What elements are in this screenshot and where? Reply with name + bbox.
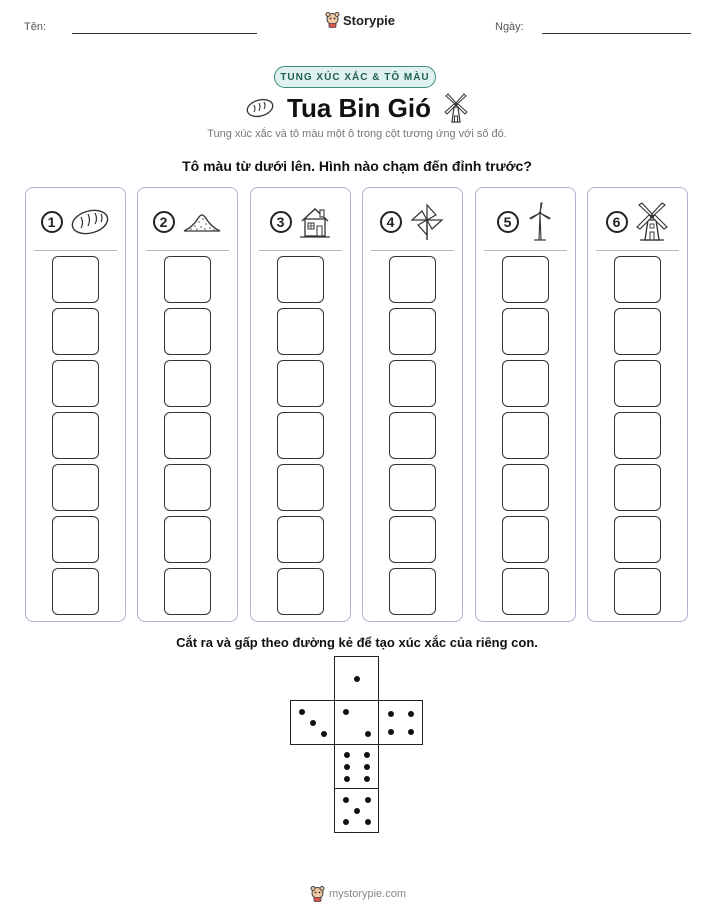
pip <box>388 729 394 735</box>
pip <box>365 797 371 803</box>
column-divider <box>371 250 454 251</box>
column-header <box>138 202 237 242</box>
number-badge: 2 <box>153 211 175 233</box>
column-divider <box>34 250 117 251</box>
color-box[interactable] <box>614 412 661 459</box>
pip <box>344 764 350 770</box>
pip <box>299 709 305 715</box>
color-box[interactable] <box>502 516 549 563</box>
color-box[interactable] <box>164 308 211 355</box>
color-box[interactable] <box>52 516 99 563</box>
column-divider <box>146 250 229 251</box>
column-divider <box>596 250 679 251</box>
footer <box>310 886 406 902</box>
die-face-one <box>334 656 379 701</box>
column-5 <box>475 187 576 622</box>
pinwheel-icon <box>408 203 446 241</box>
bread-icon <box>69 205 111 239</box>
die-face-four <box>378 700 423 745</box>
color-box[interactable] <box>389 516 436 563</box>
pip <box>364 776 370 782</box>
color-box[interactable] <box>614 464 661 511</box>
footer-url[interactable]: mystorypie.com <box>329 888 407 900</box>
pip <box>365 731 371 737</box>
name-label: Tên: <box>24 21 47 33</box>
column-6 <box>587 187 688 622</box>
bread-icon <box>245 97 275 119</box>
color-box[interactable] <box>502 412 549 459</box>
column-1 <box>25 187 126 622</box>
storypie-mascot-icon <box>325 12 340 28</box>
color-box[interactable] <box>52 360 99 407</box>
color-box[interactable] <box>389 568 436 615</box>
color-box[interactable] <box>502 568 549 615</box>
pip <box>343 797 349 803</box>
color-box[interactable] <box>614 516 661 563</box>
number-badge: 6 <box>606 211 628 233</box>
die-face-two <box>334 700 379 745</box>
color-box[interactable] <box>277 360 324 407</box>
color-box[interactable] <box>389 256 436 303</box>
pip <box>364 764 370 770</box>
title-row <box>240 88 474 128</box>
color-box[interactable] <box>389 464 436 511</box>
pip <box>364 752 370 758</box>
pip <box>344 752 350 758</box>
pip <box>310 720 316 726</box>
pip <box>321 731 327 737</box>
pip <box>343 819 349 825</box>
number-badge: 1 <box>41 211 63 233</box>
die-face-five <box>334 788 379 833</box>
pip <box>354 808 360 814</box>
column-3 <box>250 187 351 622</box>
color-box[interactable] <box>164 464 211 511</box>
color-box[interactable] <box>52 568 99 615</box>
color-box[interactable] <box>277 308 324 355</box>
column-divider <box>259 250 342 251</box>
name-line[interactable] <box>72 33 257 34</box>
color-box[interactable] <box>164 360 211 407</box>
color-box[interactable] <box>389 412 436 459</box>
column-header <box>588 202 687 242</box>
column-header <box>363 202 462 242</box>
date-label: Ngày: <box>495 21 524 33</box>
instruction-prompt: Tô màu từ dưới lên. Hình nào chạm đến đỉnh trước? <box>182 158 532 174</box>
column-header <box>26 202 125 242</box>
color-box[interactable] <box>277 516 324 563</box>
windmill-icon <box>634 202 670 242</box>
color-box[interactable] <box>52 464 99 511</box>
color-box[interactable] <box>277 464 324 511</box>
column-header <box>251 202 350 242</box>
color-box[interactable] <box>389 308 436 355</box>
pip <box>344 776 350 782</box>
color-box[interactable] <box>502 256 549 303</box>
number-badge: 4 <box>380 211 402 233</box>
color-box[interactable] <box>164 412 211 459</box>
color-box[interactable] <box>52 412 99 459</box>
pip <box>354 676 360 682</box>
color-box[interactable] <box>52 256 99 303</box>
color-box[interactable] <box>614 308 661 355</box>
color-box[interactable] <box>614 360 661 407</box>
activity-badge: TUNG XÚC XẮC & TÔ MÀU <box>274 66 436 88</box>
page-title: Tua Bin Gió <box>287 92 431 123</box>
pip <box>343 709 349 715</box>
color-box[interactable] <box>614 568 661 615</box>
number-badge: 3 <box>270 211 292 233</box>
color-box[interactable] <box>164 568 211 615</box>
color-box[interactable] <box>277 412 324 459</box>
color-box[interactable] <box>614 256 661 303</box>
brand-logo <box>325 12 395 28</box>
color-box[interactable] <box>277 568 324 615</box>
color-box[interactable] <box>164 256 211 303</box>
column-divider <box>484 250 567 251</box>
color-box[interactable] <box>502 308 549 355</box>
color-box[interactable] <box>52 308 99 355</box>
color-box[interactable] <box>389 360 436 407</box>
column-4 <box>362 187 463 622</box>
date-line[interactable] <box>542 33 691 34</box>
brand-name: Storypie <box>343 12 396 28</box>
die-face-three <box>290 700 335 745</box>
color-box[interactable] <box>502 464 549 511</box>
die-face-six <box>334 744 379 789</box>
subtitle: Tung xúc xắc và tô màu một ô trong cột tương ứng với số đó. <box>207 128 507 140</box>
wind-turbine-icon <box>525 202 555 242</box>
pip <box>365 819 371 825</box>
column-2 <box>137 187 238 622</box>
pip <box>408 729 414 735</box>
storypie-mascot-icon <box>310 886 325 902</box>
number-badge: 5 <box>497 211 519 233</box>
cut-instruction: Cắt ra và gấp theo đường kẻ để tạo xúc xắc của riêng con. <box>176 635 538 650</box>
color-box[interactable] <box>502 360 549 407</box>
sand-pile-icon <box>181 205 223 239</box>
column-header <box>476 202 575 242</box>
pip <box>408 711 414 717</box>
color-box[interactable] <box>164 516 211 563</box>
pip <box>388 711 394 717</box>
windmill-icon <box>443 93 469 123</box>
house-icon <box>298 204 332 240</box>
color-box[interactable] <box>277 256 324 303</box>
